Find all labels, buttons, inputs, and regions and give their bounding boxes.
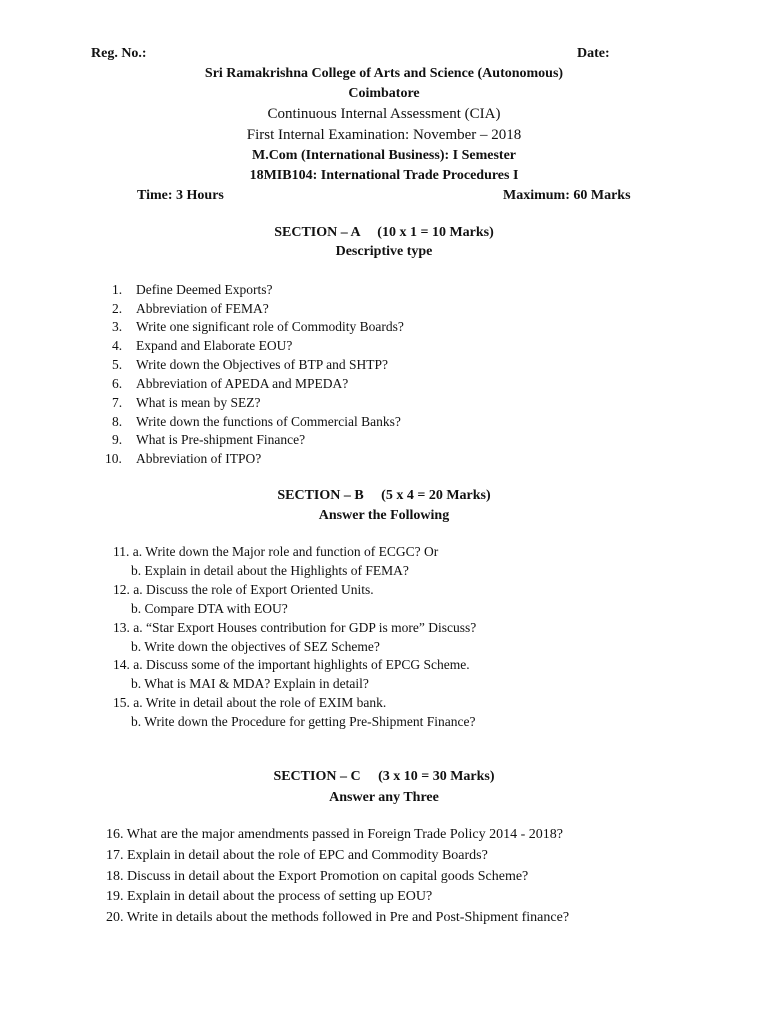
question-text: What is Pre-shipment Finance? xyxy=(136,432,306,447)
question-text: Abbreviation of APEDA and MPEDA? xyxy=(136,376,349,391)
question-number: 10. xyxy=(105,451,122,466)
question-line: 13. a. “Star Export Houses contribution for GDP is more” Discuss? xyxy=(113,620,477,635)
question-text: Write down the functions of Commercial Banks? xyxy=(136,414,401,429)
question-line: b. Compare DTA with EOU? xyxy=(131,601,288,616)
section-c-subtitle: Answer any Three xyxy=(329,790,439,805)
question-number: 9. xyxy=(112,432,123,447)
question-text: Expand and Elaborate EOU? xyxy=(136,338,293,353)
question-number: 6. xyxy=(112,376,123,391)
question-line: b. Write down the Procedure for getting Pre-Shipment Finance? xyxy=(131,714,476,729)
question-line: b. Write down the objectives of SEZ Scheme? xyxy=(131,639,380,654)
exam-duration: Time: 3 Hours xyxy=(137,188,224,203)
section-c-title: SECTION – C (3 x 10 = 30 Marks) xyxy=(273,769,495,784)
question-text: Abbreviation of ITPO? xyxy=(136,451,262,466)
section-a-subtitle: Descriptive type xyxy=(335,244,433,259)
date-label: Date: xyxy=(577,46,610,61)
section-a-title: SECTION – A (10 x 1 = 10 Marks) xyxy=(274,225,494,240)
question-line: 11. a. Write down the Major role and function of ECGC? Or xyxy=(113,544,439,559)
question-line: 19. Explain in detail about the process of setting up EOU? xyxy=(106,889,433,904)
question-text: What is mean by SEZ? xyxy=(136,395,261,410)
college-city: Coimbatore xyxy=(348,86,420,101)
question-line: 17. Explain in detail about the role of EPC and Commodity Boards? xyxy=(106,848,488,863)
question-line: 16. What are the major amendments passed in Foreign Trade Policy 2014 - 2018? xyxy=(106,827,563,842)
course-title: M.Com (International Business): I Semester xyxy=(251,148,517,163)
maximum-marks: Maximum: 60 Marks xyxy=(503,188,631,203)
question-number: 7. xyxy=(112,395,123,410)
question-line: 12. a. Discuss the role of Export Oriented Units. xyxy=(113,582,374,597)
question-number: 1. xyxy=(112,282,123,297)
question-line: 15. a. Write in detail about the role of EXIM bank. xyxy=(113,695,387,710)
question-line: b. Explain in detail about the Highlights of FEMA? xyxy=(131,563,409,578)
question-number: 8. xyxy=(112,414,123,429)
section-b-title: SECTION – B (5 x 4 = 20 Marks) xyxy=(277,488,491,503)
question-text: Write down the Objectives of BTP and SHTP? xyxy=(136,357,389,372)
question-text: Define Deemed Exports? xyxy=(136,282,273,297)
question-line: 20. Write in details about the methods followed in Pre and Post-Shipment finance? xyxy=(106,910,570,925)
question-line: b. What is MAI & MDA? Explain in detail? xyxy=(131,676,369,691)
question-line: 18. Discuss in detail about the Export Promotion on capital goods Scheme? xyxy=(106,869,529,884)
question-number: 4. xyxy=(112,338,123,353)
question-text: Abbreviation of FEMA? xyxy=(136,301,269,316)
exam-title: First Internal Examination: November – 2018 xyxy=(246,127,522,143)
section-b-subtitle: Answer the Following xyxy=(318,508,450,523)
assessment-title: Continuous Internal Assessment (CIA) xyxy=(267,106,501,122)
question-number: 2. xyxy=(112,301,123,316)
question-line: 14. a. Discuss some of the important highlights of EPCG Scheme. xyxy=(113,657,470,672)
question-text: Write one significant role of Commodity Boards? xyxy=(136,319,404,334)
question-number: 3. xyxy=(112,319,123,334)
subject-title: 18MIB104: International Trade Procedures I xyxy=(249,168,519,183)
question-number: 5. xyxy=(112,357,123,372)
college-name: Sri Ramakrishna College of Arts and Science (Autonomous) xyxy=(204,66,564,81)
reg-no-label: Reg. No.: xyxy=(91,46,147,61)
